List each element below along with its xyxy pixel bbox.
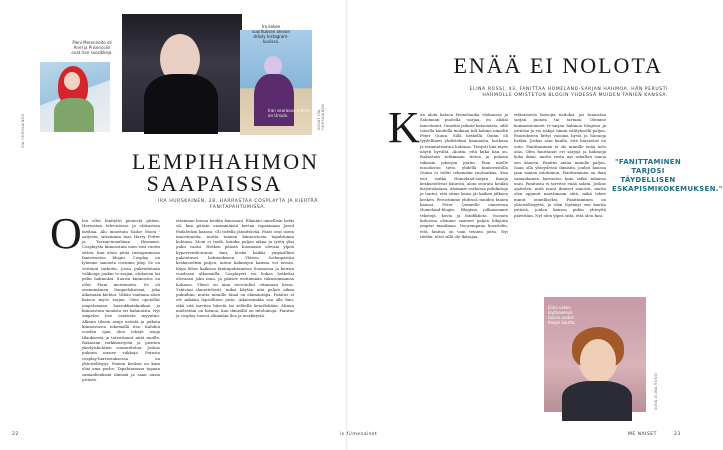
dark-costume-shape [144,74,218,134]
face-shape [580,339,616,383]
dropcap: K [388,103,420,152]
dropcap: O [50,209,82,258]
magazine-url[interactable]: is.fi/menaiset [340,432,378,437]
photo-credit: IRA HURSKAINEN [21,114,25,148]
photo-credit: KUVA ELINA ROSSI [654,372,658,410]
photo-ariel-cosplay [40,62,110,132]
photo-ursula-cosplay [240,30,312,135]
photo-elina-portrait [544,297,646,412]
pull-quote: "FANITTAMINEN TARJOSI TÄYDELLISEN ESKAPISMIKOKEMUKSEN." [612,158,723,193]
left-body-column-2: ettamaan kuvan heidän kanssaan. Elämäni onnellisin hetki oli, kun pääsin ensimmäistä kertaa tapaamaan Jared Padaleckin kanssa. Oli todella jännittävää. Fanit ovat usein innostuneita, mutta tunnen kiinnostusta tapahtumia kohtaan. Moni ei tiedä, kuinka paljon aikaa ja työtä yksi puku vaatii. Hetken päästä huomasin olevani ylpeä hyperventiloitunut fani, koska kaikki ympärilläni pukeutuvat hahmoikseen. Yhteen Sodanpäiviin keskusteltiin paljon, miten hahmojen kanssa voi tavata. Käyn lähes kaikissa fanitapahtumissa Suomessa ja kerran vuodessa ulkomailla. Cosplayeri voi kokea hetkeksi olevansa joku muu, ja pääsee esittämään rakastamaansa hahmoa. Yleisö on aina tervetullut ottamaan kuvia. Ystäväni ihmettelevät, miksi käytän niin paljon aikaa pukuihini, mutta minulle tämä on elämäntapa. Fanitus ei ole mikään lapsellinen juttu. Aikuisenakin saa olla fani, eikä sitä tarvitse hävetä tai selitellä kenellekään. Minun mielestäni on hienoa, kun ihmisillä on intohimoja. Fanitus ja cosplay tuovat elämääni iloa ja merkitystä. [176,218,294,319]
left-byline: IRA HURSKAINEN, 28, HARRASTAA COSPLAYTA JA KIERTÄÄ FANITAPAHTUMISSA. [158,199,318,210]
photo-caption-instagram: Ira kokee suorituksen olevan dräsly Instagram-kuvissa. [252,24,290,44]
right-page [340,0,723,450]
photo-caption-elina: Elina uskoo löytäneensä toisen uuden blogin kautta. [548,305,576,325]
right-byline: ELINA ROSSI, 43, FANITTAA HOMELAND-SARJAN HAHMOA. HÄN PERUSTI HAHMOLLE OMISTETUN BLOGIN YHDESSÄ MUIDEN FANIEN KANSSA. [469,87,668,98]
left-headline: LEMPIHAHMON SAAPAISSA [132,149,319,196]
photo-caption-ariel: Pieni Merenneito eli Ariel ja Prisencolin ovat Iran suosikkeja. [71,40,113,55]
magazine-name: ME NAISET [628,432,657,437]
left-page [0,0,348,450]
right-body-column-2: erikoistavia katsojia tiedoksi, jos tunnistaa sarjan juonen tai tarinan. Olemme kommentoineet tv-sarjan hahmoa blogissa ja ystävän ja voi näkyä tiimin välityksellä paljon. Fanitukseen liittyi vuosina hyviä ja huonoja hetkiä. Joskus sain kuulla, että harrastus on outo. Fanittaminen ei ole minulle enää nolo asia. Olen fanittanut eri sarjoja ja hahmoja koko ikäni, mutta vasta nyt uskallan sanoa sen ääneen. Fanitus antaa minulle paljon. Saan olla yhteydessä ihmisiin, joiden kanssa jaan saman intohimon. Fanittaminen on ihan samanlainen harrastus kuin mikä tahansa muu. Fanitusta ei tarvitse enää salata. Joskus ajattelen, mitä muut ihmiset sanovat, mutta olen oppinut nauttimaan siitä, mikä tekee minut onnelliseksi. Fanittaminen on yhteisöllisyyttä, ja olen löytänyt sen kautta ystäviä, joiden kanssa pidän yhteyttä päivittäin. Nyt olen ylpeä siitä, että olen fani. [514,112,606,218]
costume-shape [254,74,294,126]
left-body-column-1: len ollut fanityttö pienestä pitäen. Harrastan televisiossa ja elokuvissa mediaa. Alu innostuin Sailor Moon -sarjasta, sittemmin taas Harry Potter ja Tarzan-maailman Hermans. Cosplaysta kiinnostuin noin viisi vuotta sitten, kun aloin pitää Instagramissa fanisivustoa blogin. Cosplay on lyhenne sanoista costume play. Se on vettäinä tarkoita, jossa pukeudutaan valikoiga jonkin tv-sarjan, elokuvan tai pelin hahmoksi. Suurin kiinnostus on ollut Pieni merenneito. Se oli ensimmäinen lempielokuvani, joka aikoinaan kiehtoi. Vähän vanhana aloin katsoa myös sarjaa. Olen opetellut ompelemaan haarukkatekniikan ja kiinnostuin monista eri hahmoista. Nyt ompelen itse vaatteita myyntiin. Alkuun tilasin asuja netistä ja jatkoin kiinnostusta tekemällä itse. Kahden vuoden ajan olen tehnyt asuja tilauksesta ja toteuttanut niitä muille. Rakastan tarkkuustyötä ja pienten yksityiskohtien suunnittelua. Joskus pukuun menee viikkoja. Parasta cosplay-harrastuksessa on yhteisöllisyys. Fanien kesken on kuin olisi oma perhe. Tapahtumissa tapaan samanhenkisiä ihmisiä ja saan uusia ystäviä. [82,218,160,382]
face-shape [264,56,282,76]
face-shape [64,72,80,90]
costume-shape [54,98,94,132]
page-number: 23 [674,432,681,437]
page-number: 22 [12,432,19,437]
right-headline: ENÄÄ EI NOLOTA [453,53,663,78]
photo-instagram-portrait [122,14,242,132]
shirt-shape [562,381,632,421]
photo-caption-ursula: Iran seuraava hahmo on Ursula. [268,108,311,118]
right-body-column-1: un aloin katsoa Homelandia elokuussa ja Salomaan puolella -sarjaa, en aluksi innostunut. Onneksi jatkoin katsomista, sillä toisella kaudella mukaan tuli hahmo nimeltä Peter Quinn. Sillä hetkellä Quinn oli tyydellinen yhdistelmä kaunaista, korkeaa ja traumatisoitua hahmoa. Tietysti hän myös näytti hyvältä. Aloitin, että kuka hän on. Rakastuin tutkimaan tietoa ja palasin takaisin jaksojen pariin. Pian mielle muodostui tieto, yhdellä fanisivustolla Quinn ei tullut tekemään ruutuaikaa. Kun isot mitkä Homeland-sarjan faneja keskustelevat hänestä, aloin seurata heidän kirjoituksiaan. Aloimme verkossa pohdintoja ja tuntui, että viime kausi jäi kaiken jälkeen kesken. Perustimme yhdessä muiden fanien kanssa Peter Quinnille omistetun Homeland-blogin. Blogissa julkaisemme tekstejä, kuvia ja fanifiktiota. Vuosien kuluessa olemme saaneet paljon lukijoita ympäri maailmaa. Nuorempana kuvittelin, että fanitus on vain teinien juttu. Nyt tiedän, ettei sillä ole ikärajaa. [420,112,508,239]
photo-credit: KUVAT IRA HURSKAINEN [317,104,325,130]
